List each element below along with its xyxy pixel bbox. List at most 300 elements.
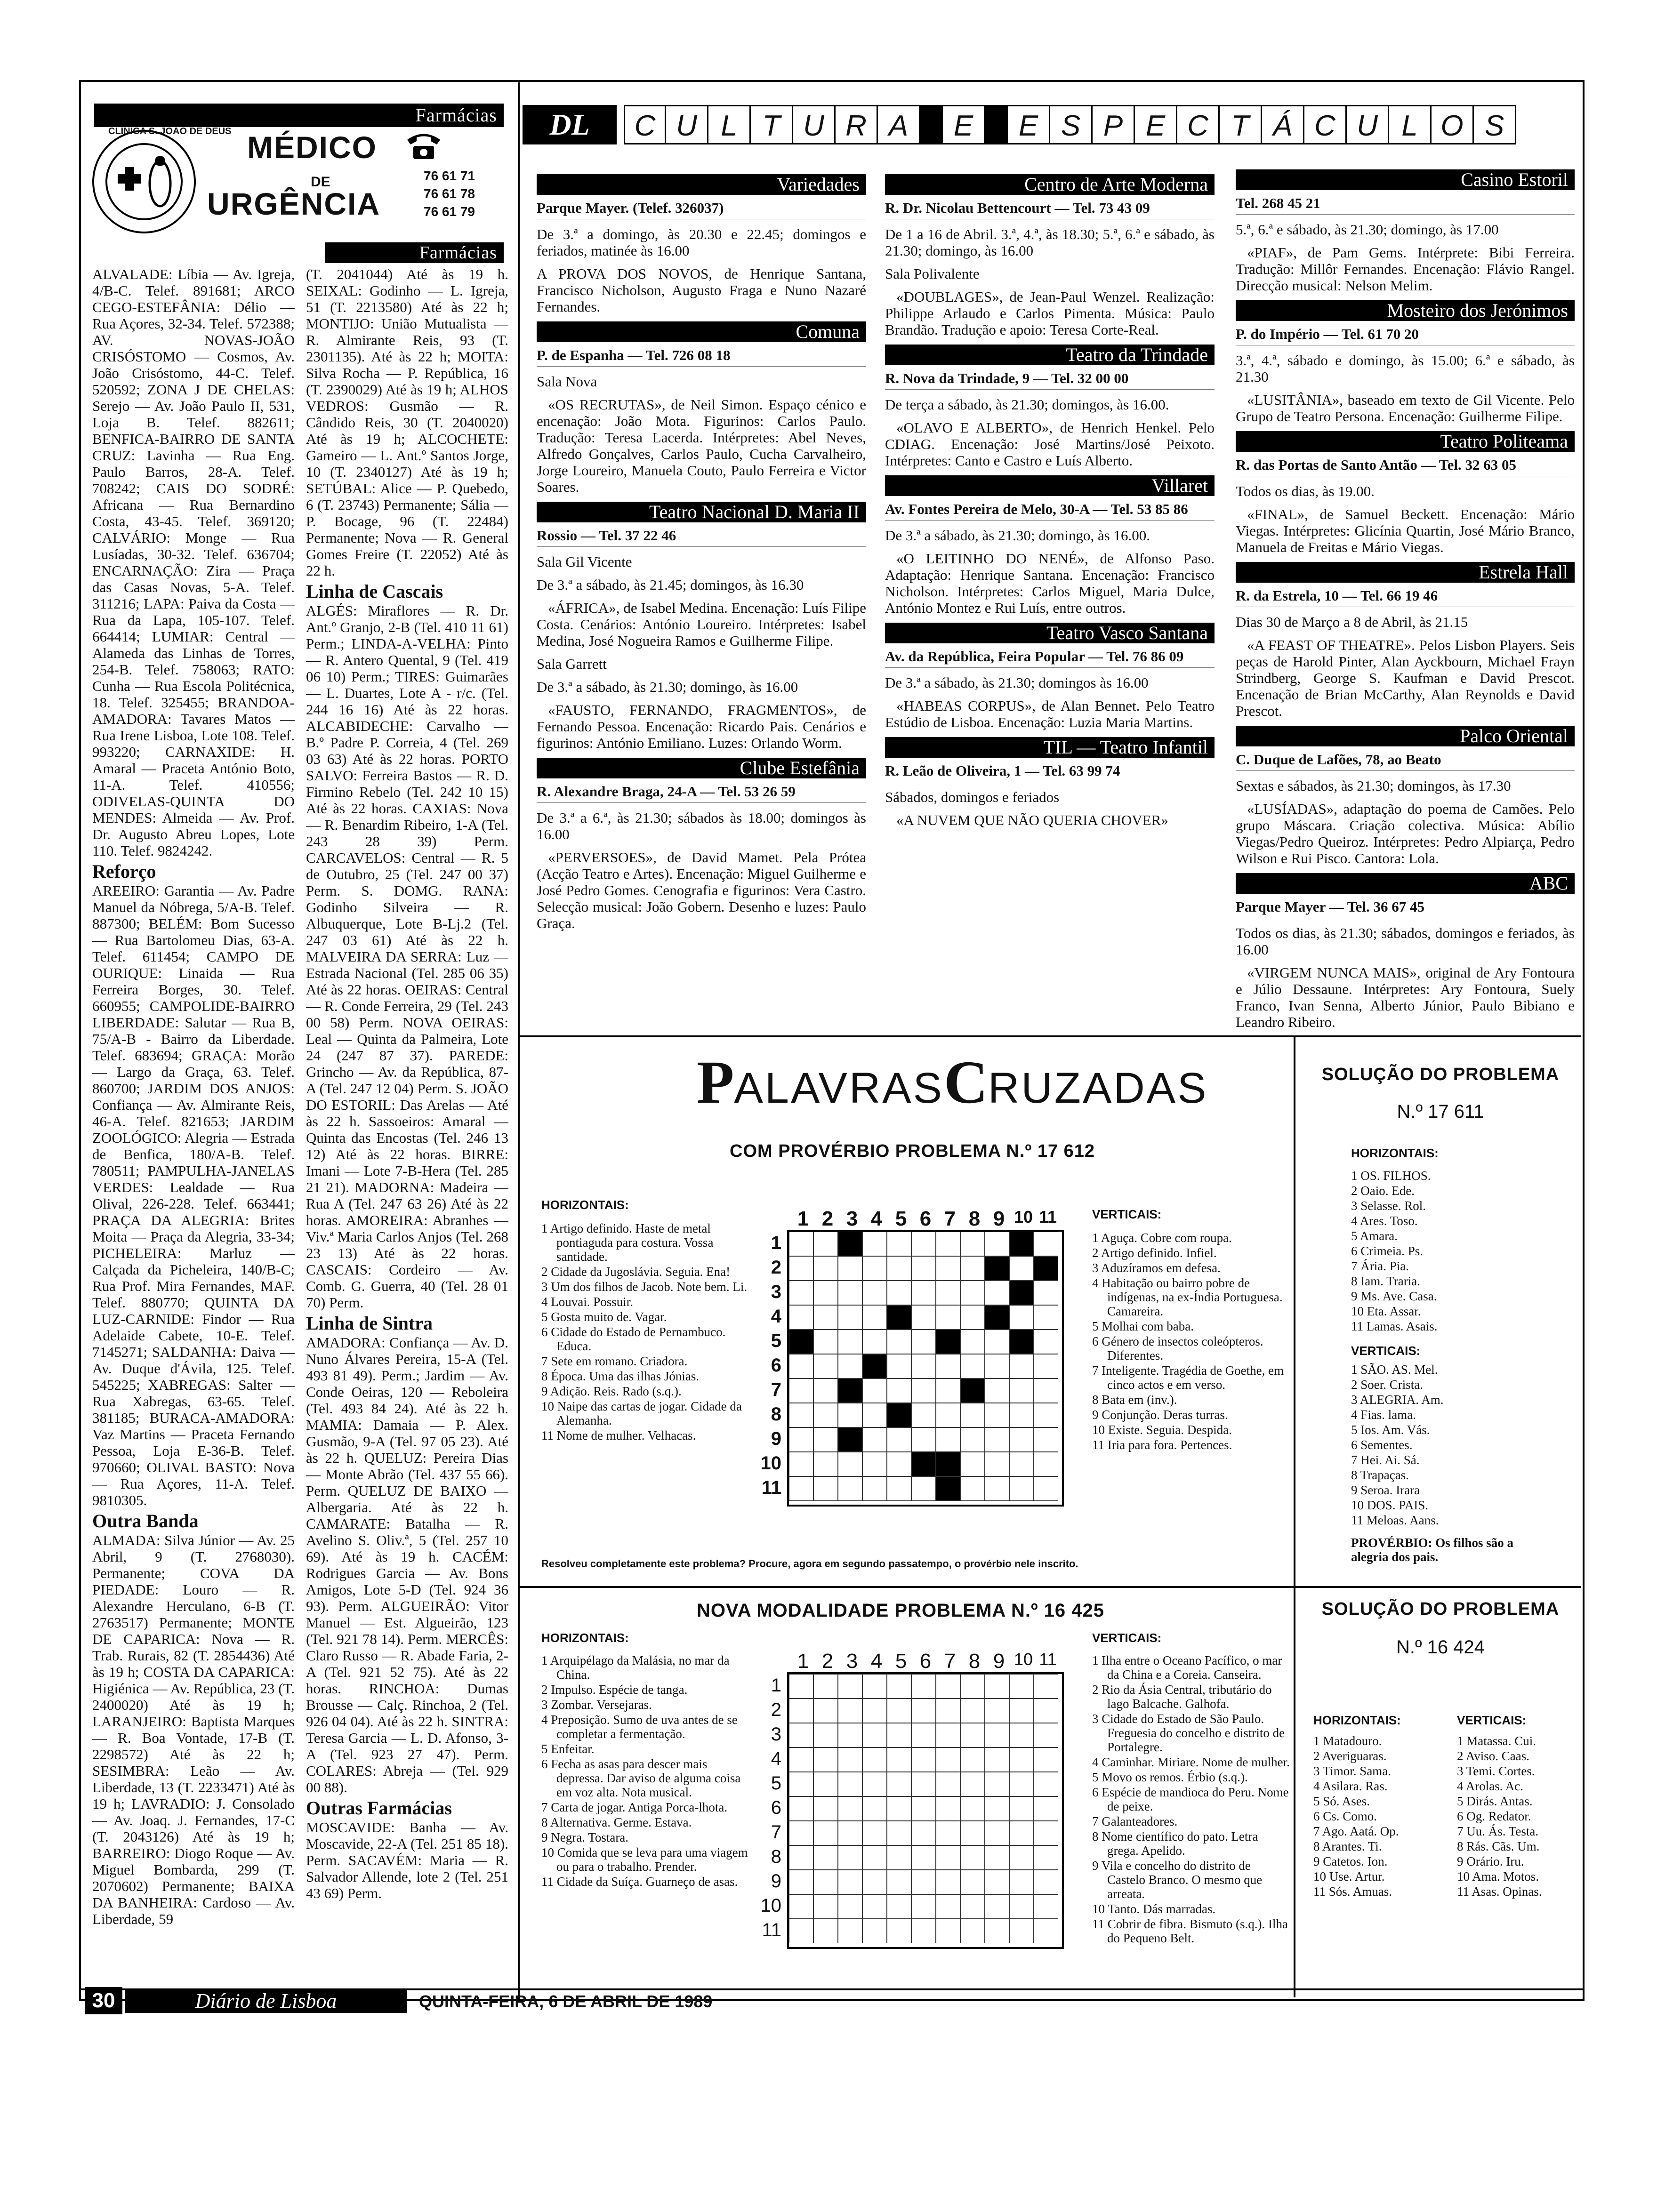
pharmacy-column-1 — [92, 266, 295, 1972]
grid-cell[interactable] — [887, 1330, 911, 1354]
grid-cell[interactable] — [789, 1845, 813, 1870]
grid-cell[interactable] — [813, 1305, 838, 1330]
grid-cell[interactable] — [1034, 1281, 1058, 1305]
grid-cell[interactable] — [862, 1723, 887, 1747]
grid-cell[interactable] — [813, 1845, 838, 1870]
grid-cell[interactable] — [813, 1354, 838, 1378]
grid-cell[interactable] — [1034, 1232, 1058, 1256]
venue-text: De 3.ª a 6.ª, às 21.30; sábados às 18.00; domingos às 16.00 — [537, 809, 866, 842]
clue-item: 3 Um dos filhos de Jacob. Note bem. Li. — [541, 1280, 748, 1294]
grid-cell[interactable] — [887, 1723, 911, 1747]
grid-cell[interactable] — [887, 1674, 911, 1699]
grid-black-cell — [838, 1232, 862, 1256]
grid-cell[interactable] — [789, 1796, 813, 1821]
grid-cell[interactable] — [960, 1452, 985, 1476]
grid-cell[interactable] — [862, 1674, 887, 1699]
grid-cell[interactable] — [838, 1699, 862, 1723]
grid-cell[interactable] — [838, 1796, 862, 1821]
grid-cell[interactable] — [789, 1919, 813, 1943]
clue-item: 6 Fecha as asas para descer mais depressa. Dar aviso de alguma coisa em voz alta. Nota musical. — [541, 1757, 741, 1799]
grid-cell[interactable] — [911, 1305, 936, 1330]
grid-cell[interactable] — [960, 1870, 985, 1894]
grid-cell[interactable] — [936, 1281, 960, 1305]
grid-cell[interactable] — [936, 1378, 960, 1403]
grid-cell[interactable] — [813, 1723, 838, 1747]
grid-cell[interactable] — [985, 1674, 1009, 1699]
venue-listing — [885, 345, 1215, 469]
grid-cell[interactable] — [911, 1256, 936, 1281]
grid-cell[interactable] — [789, 1256, 813, 1281]
grid-cell[interactable] — [911, 1232, 936, 1256]
grid-cell[interactable] — [1034, 1354, 1058, 1378]
grid-cell[interactable] — [887, 1796, 911, 1821]
grid-cell[interactable] — [960, 1894, 985, 1919]
grid-cell[interactable] — [813, 1796, 838, 1821]
grid-cell[interactable] — [911, 1403, 936, 1427]
grid-cell[interactable] — [887, 1256, 911, 1281]
venue-text: De terça a sábado, às 21.30; domingos, às 16.00. — [885, 396, 1169, 413]
grid-cell[interactable] — [936, 1723, 960, 1747]
grid-cell[interactable] — [862, 1330, 887, 1354]
grid-cell[interactable] — [911, 1281, 936, 1305]
grid-cell[interactable] — [862, 1403, 887, 1427]
grid-cell[interactable] — [985, 1919, 1009, 1943]
grid-cell[interactable] — [960, 1674, 985, 1699]
solution-item: 9 Seroa. Irara — [1351, 1483, 1420, 1497]
grid-cell[interactable] — [887, 1378, 911, 1403]
grid-cell[interactable] — [838, 1330, 862, 1354]
grid-cell[interactable] — [862, 1747, 887, 1772]
grid-cell[interactable] — [789, 1281, 813, 1305]
grid-row-number: 2 — [771, 1699, 781, 1720]
grid-cell[interactable] — [936, 1699, 960, 1723]
grid-cell[interactable] — [911, 1723, 936, 1747]
grid-cell[interactable] — [887, 1772, 911, 1796]
grid-cell[interactable] — [887, 1894, 911, 1919]
grid-cell[interactable] — [1009, 1256, 1034, 1281]
grid-cell[interactable] — [1034, 1476, 1058, 1501]
grid-cell[interactable] — [960, 1919, 985, 1943]
grid-cell[interactable] — [887, 1870, 911, 1894]
venue-text: «A NUVEM QUE NÃO QUERIA CHOVER» — [896, 812, 1168, 828]
grid-cell[interactable] — [960, 1723, 985, 1747]
palavras-cruzadas-title — [697, 1047, 1208, 1116]
grid-cell[interactable] — [838, 1674, 862, 1699]
grid-cell[interactable] — [887, 1452, 911, 1476]
phone-3: 76 61 79 — [424, 204, 475, 219]
grid-cell[interactable] — [936, 1894, 960, 1919]
grid-cell[interactable] — [911, 1845, 936, 1870]
grid-cell[interactable] — [1009, 1354, 1034, 1378]
grid-cell[interactable] — [1034, 1821, 1058, 1845]
grid-cell[interactable] — [862, 1772, 887, 1796]
grid-cell[interactable] — [1034, 1870, 1058, 1894]
grid-cell[interactable] — [936, 1747, 960, 1772]
grid-cell[interactable] — [985, 1821, 1009, 1845]
grid-cell[interactable] — [838, 1747, 862, 1772]
grid-cell[interactable] — [1034, 1796, 1058, 1821]
crossword2-horizontais — [541, 1631, 748, 1890]
grid-cell[interactable] — [985, 1452, 1009, 1476]
grid-cell[interactable] — [1034, 1723, 1058, 1747]
grid-row-number: 3 — [771, 1724, 781, 1745]
grid-cell[interactable] — [1009, 1796, 1034, 1821]
grid-cell[interactable] — [960, 1305, 985, 1330]
grid-cell[interactable] — [936, 1845, 960, 1870]
grid-cell[interactable] — [1009, 1427, 1034, 1452]
grid-cell[interactable] — [911, 1772, 936, 1796]
venue-name: TIL — Teatro Infantil — [885, 737, 1215, 758]
grid-cell[interactable] — [838, 1821, 862, 1845]
grid-cell[interactable] — [887, 1845, 911, 1870]
grid-row-number: 4 — [771, 1748, 781, 1769]
solution-item: 10 Use. Artur. — [1313, 1869, 1385, 1883]
grid-cell[interactable] — [838, 1476, 862, 1501]
grid-cell[interactable] — [1034, 1699, 1058, 1723]
grid-cell[interactable] — [887, 1354, 911, 1378]
medico-title: MÉDICO — [247, 130, 377, 165]
grid-cell[interactable] — [789, 1354, 813, 1378]
grid-cell[interactable] — [838, 1894, 862, 1919]
solution-item: 3 ALEGRIA. Am. — [1351, 1393, 1444, 1407]
grid-cell[interactable] — [1009, 1845, 1034, 1870]
medico-de: DE — [311, 174, 330, 190]
grid-black-cell — [936, 1452, 960, 1476]
grid-cell[interactable] — [838, 1354, 862, 1378]
urgencia-title: URGÊNCIA — [207, 186, 381, 221]
grid-cell[interactable] — [1009, 1305, 1034, 1330]
grid-cell[interactable] — [960, 1403, 985, 1427]
grid-cell[interactable] — [887, 1476, 911, 1501]
grid-cell[interactable] — [985, 1232, 1009, 1256]
grid-cell[interactable] — [862, 1281, 887, 1305]
grid-cell[interactable] — [813, 1427, 838, 1452]
grid-cell[interactable] — [985, 1870, 1009, 1894]
grid-cell[interactable] — [887, 1699, 911, 1723]
grid-cell[interactable] — [1034, 1845, 1058, 1870]
venue-name: Centro de Arte Moderna — [885, 174, 1215, 195]
grid-cell[interactable] — [862, 1870, 887, 1894]
solution2-title: SOLUÇÃO DO PROBLEMA — [1321, 1599, 1560, 1619]
grid-cell[interactable] — [960, 1821, 985, 1845]
grid-cell[interactable] — [862, 1452, 887, 1476]
grid-cell[interactable] — [960, 1699, 985, 1723]
cultura-letter — [985, 105, 1008, 144]
solution2-number — [1313, 1637, 1568, 1658]
grid-cell[interactable] — [936, 1256, 960, 1281]
grid-cell[interactable] — [936, 1403, 960, 1427]
grid-cell[interactable] — [789, 1772, 813, 1796]
solution-item: 6 Crimeia. Ps. — [1351, 1244, 1423, 1258]
grid-cell[interactable] — [838, 1403, 862, 1427]
clue-item: 6 Cidade do Estado de Pernambuco. Educa. — [541, 1325, 726, 1353]
grid-column-number: 1 — [797, 1650, 809, 1673]
grid-cell[interactable] — [985, 1378, 1009, 1403]
grid-cell[interactable] — [1009, 1378, 1034, 1403]
solution-item: 3 Selasse. Rol. — [1351, 1199, 1426, 1213]
venue-text: Sala Nova — [537, 373, 597, 390]
grid-cell[interactable] — [838, 1919, 862, 1943]
grid-cell[interactable] — [936, 1674, 960, 1699]
grid-cell[interactable] — [813, 1281, 838, 1305]
grid-cell[interactable] — [911, 1796, 936, 1821]
solution-item: 8 Arantes. Ti. — [1313, 1839, 1382, 1853]
grid-black-cell — [789, 1330, 813, 1354]
grid-cell[interactable] — [985, 1354, 1009, 1378]
solution1-number — [1313, 1101, 1568, 1122]
grid-cell[interactable] — [936, 1305, 960, 1330]
grid-cell[interactable] — [838, 1305, 862, 1330]
venue-name: Casino Estoril — [1236, 169, 1575, 190]
grid-cell[interactable] — [1009, 1723, 1034, 1747]
grid-cell[interactable] — [1009, 1870, 1034, 1894]
grid-cell[interactable] — [813, 1330, 838, 1354]
grid-cell[interactable] — [1009, 1894, 1034, 1919]
grid-cell[interactable] — [789, 1674, 813, 1699]
grid-black-cell — [1009, 1330, 1034, 1354]
grid-cell[interactable] — [789, 1821, 813, 1845]
grid-cell[interactable] — [1009, 1403, 1034, 1427]
outra-banda-heading: Outra Banda — [92, 1510, 199, 1531]
venue-listing — [537, 758, 866, 931]
grid-cell[interactable] — [1034, 1378, 1058, 1403]
grid-cell[interactable] — [862, 1378, 887, 1403]
grid-black-cell — [838, 1378, 862, 1403]
grid-row-number: 2 — [771, 1257, 781, 1278]
venue-listing — [537, 502, 866, 751]
grid-cell[interactable] — [1034, 1674, 1058, 1699]
phone-1: 76 61 71 — [424, 168, 475, 183]
grid-cell[interactable] — [789, 1305, 813, 1330]
grid-cell[interactable] — [936, 1870, 960, 1894]
grid-cell[interactable] — [985, 1894, 1009, 1919]
grid-cell[interactable] — [838, 1723, 862, 1747]
grid-cell[interactable] — [813, 1772, 838, 1796]
venue-address: Parque Mayer. (Telef. 326037) — [537, 200, 866, 219]
grid-cell[interactable] — [960, 1354, 985, 1378]
grid-cell[interactable] — [911, 1747, 936, 1772]
grid-cell[interactable] — [960, 1232, 985, 1256]
grid-cell[interactable] — [862, 1476, 887, 1501]
grid-cell[interactable] — [1034, 1452, 1058, 1476]
grid-cell[interactable] — [862, 1894, 887, 1919]
grid-cell[interactable] — [789, 1870, 813, 1894]
clue-item: 2 Impulso. Espécie de tanga. — [541, 1683, 688, 1697]
grid-black-cell — [936, 1476, 960, 1501]
grid-cell[interactable] — [887, 1747, 911, 1772]
grid-cell[interactable] — [936, 1919, 960, 1943]
grid-cell[interactable] — [960, 1476, 985, 1501]
solution-item: 4 Arolas. Ac. — [1457, 1779, 1523, 1793]
clinic-logo-text: CLÍNICA S. JOÃO DE DEUS — [108, 126, 232, 136]
venue-text: «LUSÍADAS», adaptação do poema de Camões. Pelo grupo Máscara. Criação colectiva. Música: Abílio Viegas/Pedro Queiroz. Intérpretes: Pedro Alpiarça, Pedro Wilson e Rui Pisco. Cantora: Lola. — [1236, 801, 1575, 866]
grid-cell[interactable] — [1034, 1747, 1058, 1772]
grid-cell[interactable] — [813, 1232, 838, 1256]
grid-cell[interactable] — [911, 1919, 936, 1943]
grid-cell[interactable] — [985, 1427, 1009, 1452]
grid-cell[interactable] — [911, 1894, 936, 1919]
grid-cell[interactable] — [813, 1256, 838, 1281]
grid-cell[interactable] — [911, 1354, 936, 1378]
grid-cell[interactable] — [862, 1699, 887, 1723]
grid-cell[interactable] — [1009, 1452, 1034, 1476]
grid-cell[interactable] — [862, 1256, 887, 1281]
grid-cell[interactable] — [960, 1747, 985, 1772]
grid-cell[interactable] — [813, 1870, 838, 1894]
clue-item: 9 Negra. Tostara. — [541, 1830, 629, 1844]
grid-cell[interactable] — [911, 1378, 936, 1403]
grid-cell[interactable] — [1034, 1894, 1058, 1919]
grid-cell[interactable] — [887, 1821, 911, 1845]
grid-cell[interactable] — [936, 1796, 960, 1821]
grid-cell[interactable] — [985, 1699, 1009, 1723]
grid-cell[interactable] — [936, 1354, 960, 1378]
grid-cell[interactable] — [985, 1772, 1009, 1796]
grid-cell[interactable] — [789, 1894, 813, 1919]
grid-cell[interactable] — [813, 1476, 838, 1501]
grid-cell[interactable] — [838, 1845, 862, 1870]
grid-cell[interactable] — [813, 1378, 838, 1403]
venues-column-2 — [885, 169, 1215, 1031]
grid-cell[interactable] — [862, 1796, 887, 1821]
grid-cell[interactable] — [813, 1821, 838, 1845]
grid-cell[interactable] — [936, 1772, 960, 1796]
grid-cell[interactable] — [985, 1403, 1009, 1427]
grid-row-number: 10 — [760, 1895, 781, 1916]
grid-cell[interactable] — [911, 1699, 936, 1723]
solution1-number-text: N.º 17 611 — [1397, 1101, 1484, 1122]
grid-cell[interactable] — [862, 1821, 887, 1845]
grid-cell[interactable] — [1034, 1919, 1058, 1943]
grid-cell[interactable] — [813, 1403, 838, 1427]
solution-item: 2 Averiguaras. — [1313, 1749, 1387, 1763]
crossword2-grid[interactable] — [787, 1672, 1064, 1949]
solution2-horizontais — [1313, 1713, 1436, 1899]
venue-text: «FINAL», de Samuel Beckett. Encenação: Mário Viegas. Intérpretes: Glicínia Quartin, José Mário Branco, Manuela de Freitas e Mário Viegas. — [1236, 506, 1575, 555]
grid-cell[interactable] — [838, 1870, 862, 1894]
grid-cell[interactable] — [838, 1452, 862, 1476]
grid-cell[interactable] — [985, 1796, 1009, 1821]
grid-cell[interactable] — [985, 1476, 1009, 1501]
venue-listing — [885, 475, 1215, 616]
grid-cell[interactable] — [985, 1281, 1009, 1305]
grid-cell[interactable] — [936, 1232, 960, 1256]
grid-cell[interactable] — [936, 1427, 960, 1452]
grid-cell[interactable] — [985, 1723, 1009, 1747]
grid-cell[interactable] — [960, 1281, 985, 1305]
grid-cell[interactable] — [1009, 1674, 1034, 1699]
grid-cell[interactable] — [1034, 1403, 1058, 1427]
grid-cell[interactable] — [813, 1699, 838, 1723]
grid-cell[interactable] — [887, 1427, 911, 1452]
grid-cell[interactable] — [862, 1919, 887, 1943]
grid-cell[interactable] — [789, 1699, 813, 1723]
crossword1-column-numbers — [791, 1207, 1064, 1230]
grid-cell[interactable] — [887, 1919, 911, 1943]
grid-cell[interactable] — [1034, 1772, 1058, 1796]
grid-cell[interactable] — [789, 1476, 813, 1501]
grid-cell[interactable] — [960, 1256, 985, 1281]
grid-cell[interactable] — [911, 1674, 936, 1699]
clue-item: 11 Iria para fora. Pertences. — [1092, 1438, 1232, 1452]
venue-name: Estrela Hall — [1236, 562, 1575, 583]
grid-cell[interactable] — [789, 1378, 813, 1403]
grid-cell[interactable] — [838, 1772, 862, 1796]
grid-cell[interactable] — [1009, 1919, 1034, 1943]
grid-cell[interactable] — [1009, 1699, 1034, 1723]
grid-cell[interactable] — [862, 1305, 887, 1330]
grid-cell[interactable] — [789, 1723, 813, 1747]
grid-cell[interactable] — [1009, 1821, 1034, 1845]
grid-cell[interactable] — [960, 1796, 985, 1821]
grid-cell[interactable] — [789, 1427, 813, 1452]
grid-cell[interactable] — [887, 1281, 911, 1305]
grid-cell[interactable] — [1009, 1476, 1034, 1501]
grid-black-cell — [960, 1378, 985, 1403]
grid-cell[interactable] — [838, 1256, 862, 1281]
grid-cell[interactable] — [985, 1330, 1009, 1354]
grid-cell[interactable] — [789, 1747, 813, 1772]
grid-cell[interactable] — [1034, 1305, 1058, 1330]
venue-listing — [1236, 562, 1575, 719]
grid-cell[interactable] — [985, 1747, 1009, 1772]
crossword1-grid[interactable] — [787, 1230, 1064, 1507]
grid-cell[interactable] — [960, 1330, 985, 1354]
grid-cell[interactable] — [1009, 1747, 1034, 1772]
solution-item: 3 Temi. Cortes. — [1457, 1764, 1535, 1778]
grid-cell[interactable] — [838, 1281, 862, 1305]
grid-cell[interactable] — [1034, 1427, 1058, 1452]
grid-cell[interactable] — [911, 1870, 936, 1894]
section-divider — [520, 1035, 1581, 1037]
grid-cell[interactable] — [789, 1232, 813, 1256]
solution-item: 10 Eta. Assar. — [1351, 1304, 1421, 1318]
grid-cell[interactable] — [813, 1894, 838, 1919]
grid-cell[interactable] — [911, 1476, 936, 1501]
grid-cell[interactable] — [1034, 1330, 1058, 1354]
grid-cell[interactable] — [862, 1232, 887, 1256]
venue-listing — [1236, 431, 1575, 555]
grid-cell[interactable] — [862, 1427, 887, 1452]
grid-cell[interactable] — [960, 1772, 985, 1796]
grid-cell[interactable] — [813, 1674, 838, 1699]
grid-cell[interactable] — [813, 1919, 838, 1943]
grid-cell[interactable] — [813, 1452, 838, 1476]
grid-cell[interactable] — [862, 1845, 887, 1870]
grid-cell[interactable] — [985, 1845, 1009, 1870]
grid-cell[interactable] — [936, 1821, 960, 1845]
grid-cell[interactable] — [1009, 1772, 1034, 1796]
grid-column-number: 4 — [870, 1207, 883, 1230]
crossword2-verticais — [1092, 1631, 1290, 1946]
cultura-letter: T — [1220, 105, 1262, 144]
grid-black-cell — [1009, 1281, 1034, 1305]
grid-cell[interactable] — [789, 1452, 813, 1476]
grid-column-number: 11 — [1039, 1650, 1057, 1669]
grid-cell[interactable] — [911, 1821, 936, 1845]
grid-cell[interactable] — [960, 1427, 985, 1452]
grid-cell[interactable] — [887, 1232, 911, 1256]
venue-name: Mosteiro dos Jerónimos — [1236, 300, 1575, 321]
grid-cell[interactable] — [911, 1330, 936, 1354]
reforco-heading: Reforço — [92, 861, 156, 882]
grid-cell[interactable] — [960, 1845, 985, 1870]
grid-cell[interactable] — [911, 1427, 936, 1452]
grid-cell[interactable] — [789, 1403, 813, 1427]
solution-item: 1 OS. FILHOS. — [1351, 1169, 1431, 1183]
clue-item: 3 Cidade do Estado de São Paulo. Freguesia do concelho e distrito de Portalegre. — [1092, 1712, 1285, 1754]
grid-cell[interactable] — [813, 1747, 838, 1772]
